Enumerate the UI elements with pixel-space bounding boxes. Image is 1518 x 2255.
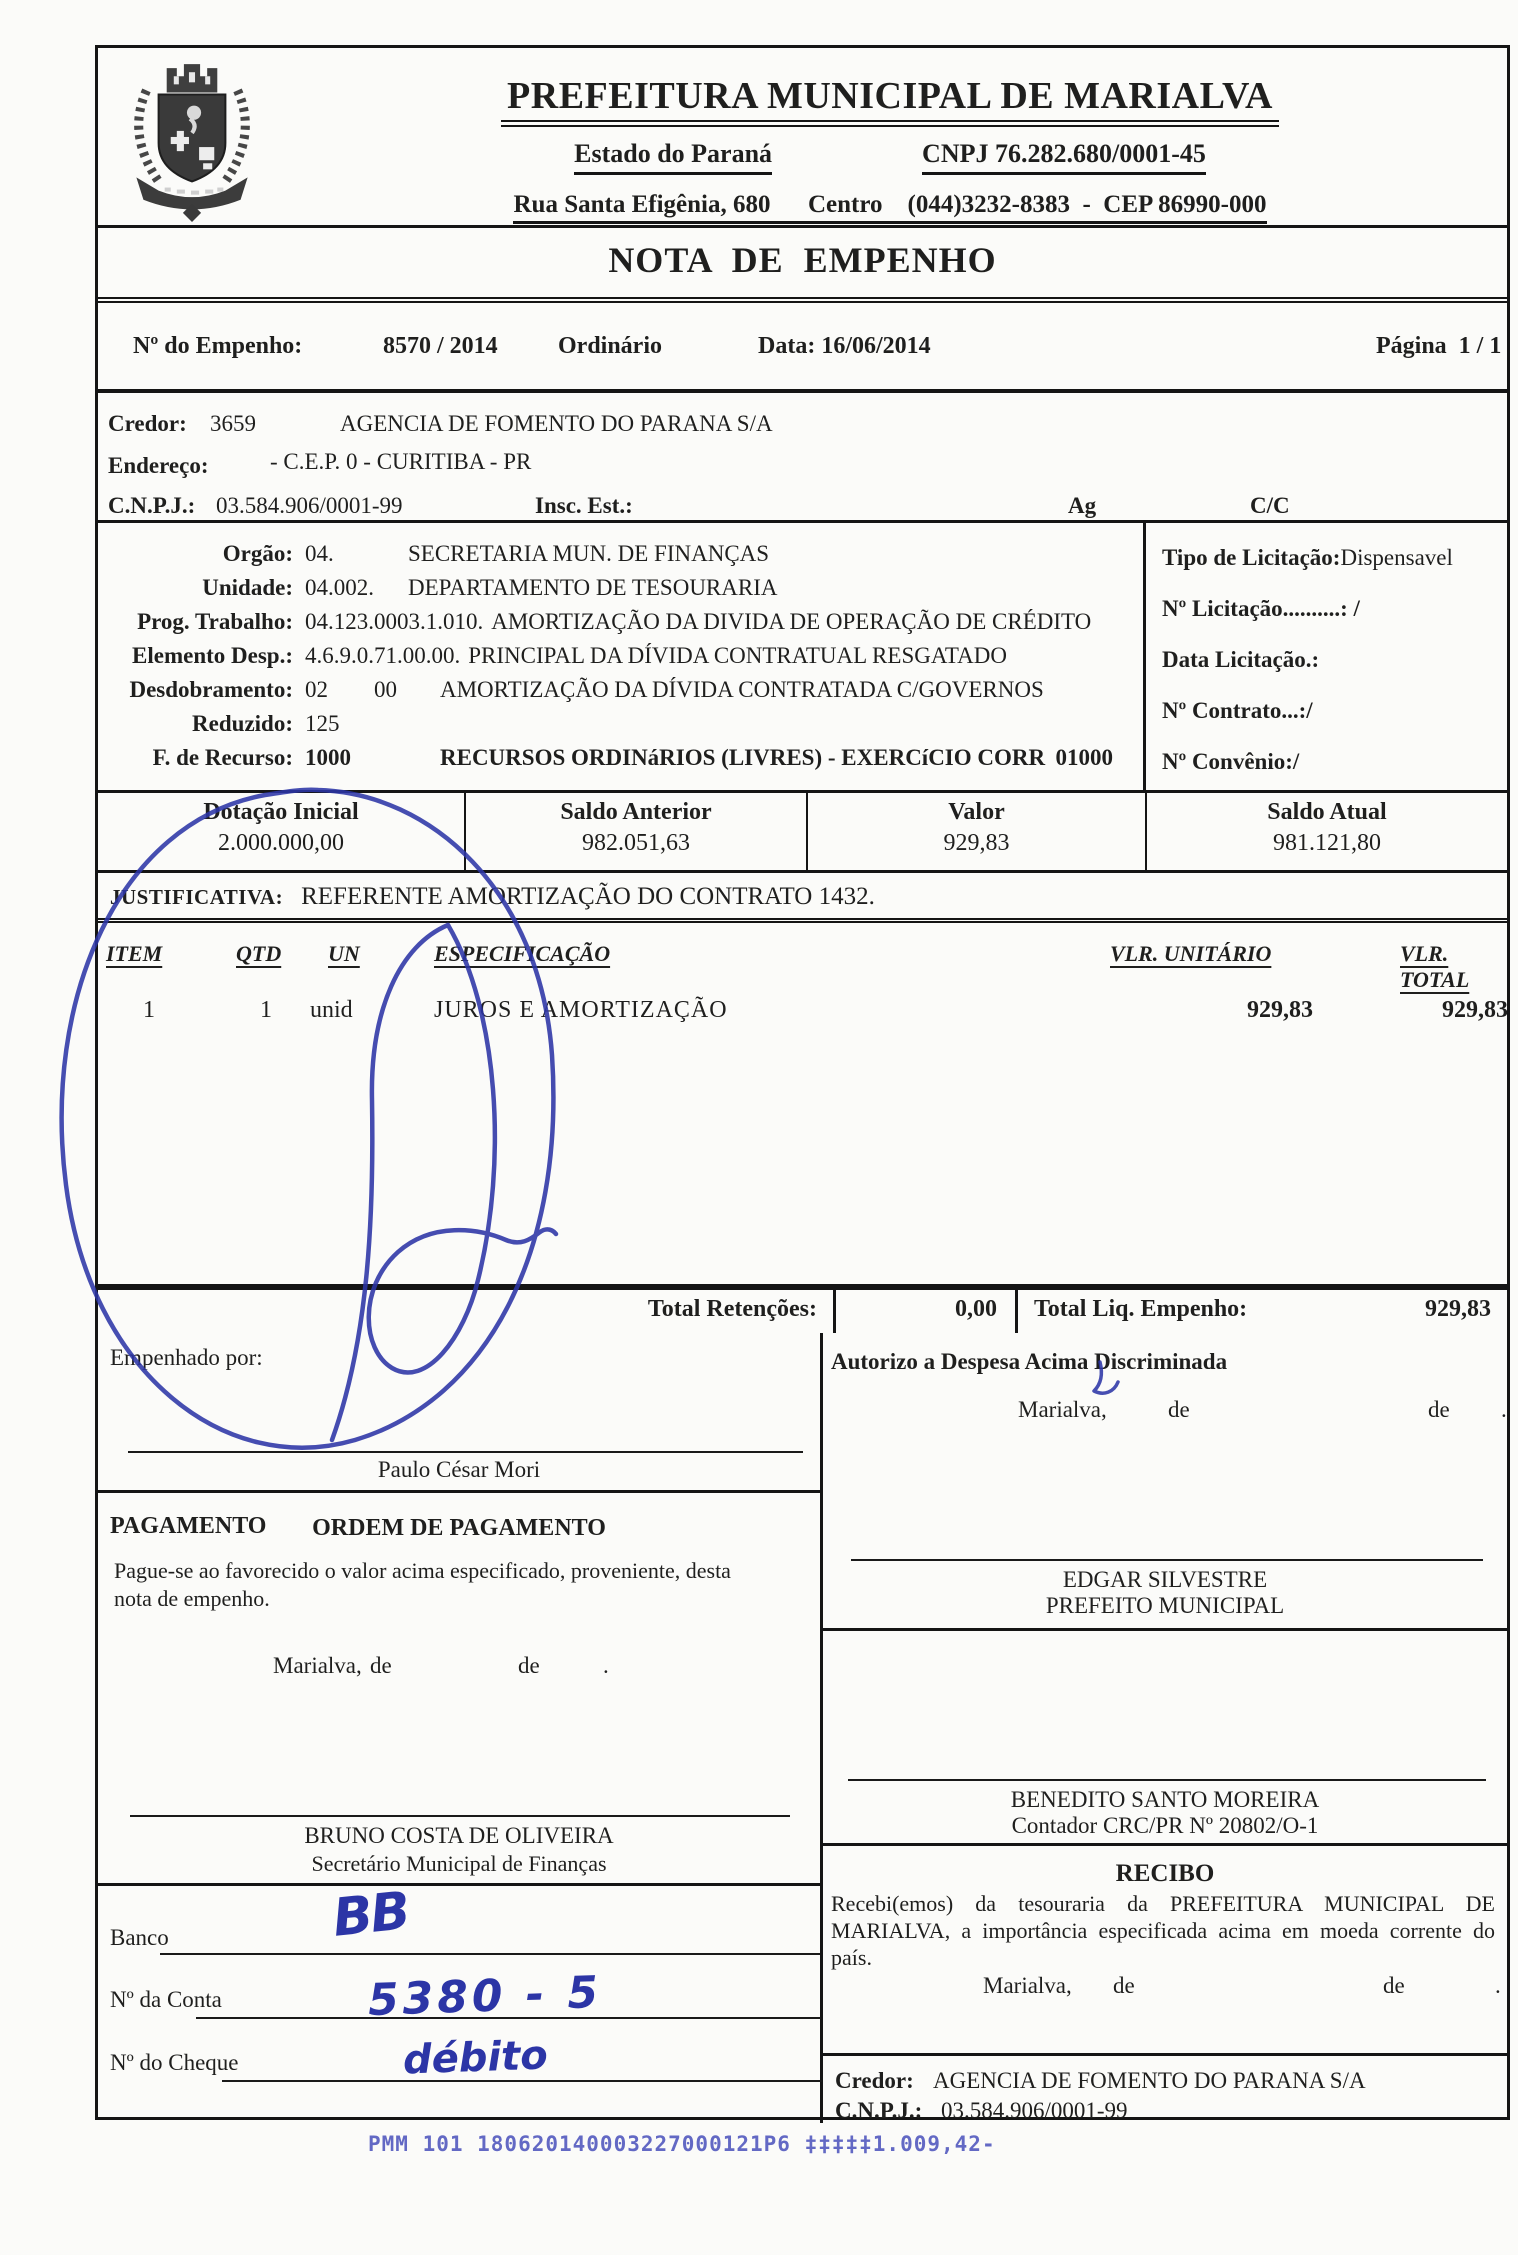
empenho-type: Ordinário xyxy=(558,333,663,359)
municipality-title: PREFEITURA MUNICIPAL DE MARIALVA xyxy=(501,74,1279,127)
de-label: de xyxy=(518,1653,540,1678)
total-liq-label: Total Liq. Empenho: xyxy=(1034,1296,1248,1322)
cnpj-label: C.N.P.J.: xyxy=(108,493,196,518)
recibo-credor-value: AGENCIA DE FOMENTO DO PARANA S/A xyxy=(933,2068,1366,2093)
col-header-item: ITEM xyxy=(106,941,163,966)
city-label: Marialva, xyxy=(1018,1397,1107,1422)
numero-licitacao-row: Nº Licitação..........: / xyxy=(1162,596,1360,621)
recibo-cnpj-value: 03.584.906/0001-99 xyxy=(941,2098,1128,2123)
justificativa-text: REFERENTE AMORTIZAÇÃO DO CONTRATO 1432. xyxy=(301,883,875,910)
banco-label: Banco xyxy=(110,1925,169,1950)
autorizo-signer-role: PREFEITO MUNICIPAL xyxy=(1045,1593,1285,1618)
empenho-number-label: Nº do Empenho: xyxy=(133,333,303,359)
recibo-credor-label: Credor: xyxy=(835,2068,914,2093)
city-label: Marialva, xyxy=(273,1653,362,1678)
de-label: de xyxy=(1428,1397,1450,1422)
conta-corrente-label: C/C xyxy=(1250,493,1290,518)
dot-matrix-print: PMM 101 180620140003227000121P6 ‡‡‡‡‡1.009,42- xyxy=(368,2132,996,2156)
budget-row-fonte-recurso: F. de Recurso: 1000 RECURSOS ORDINáRIOS (LIVRES) - EXERCíCIO CORR 01000 xyxy=(152,745,1113,770)
cnpj-value: 03.584.906/0001-99 xyxy=(216,493,403,518)
items-table xyxy=(98,923,1507,1286)
nota-de-empenho-form xyxy=(95,45,1510,2123)
letterhead xyxy=(98,48,1507,228)
tipo-licitacao-row: Tipo de Licitação:Dispensavel xyxy=(1162,545,1453,570)
budget-row-elemento: Elemento Desp.: 4.6.9.0.71.00.00. PRINCIPAL DA DÍVIDA CONTRATUAL RESGATADO xyxy=(132,643,1007,668)
col-header-un: UN xyxy=(328,941,360,966)
autorizo-signer-name: EDGAR SILVESTRE xyxy=(1062,1567,1268,1592)
empenhado-signer-name: Paulo César Mori xyxy=(377,1457,541,1482)
col-header-vlr-total: VLR. TOTAL xyxy=(1400,941,1470,992)
pagamento-signer-role: Secretário Municipal de Finanças xyxy=(311,1851,607,1876)
conta-handwritten-value: 5380 - 5 xyxy=(367,1966,603,2027)
state-label: Estado do Paraná xyxy=(574,139,772,175)
col-header-vlr-unitario: VLR. UNITÁRIO xyxy=(1110,941,1272,966)
credor-code: 3659 xyxy=(210,411,256,436)
item-row-vlr-unitario: 929,83 xyxy=(1247,997,1313,1023)
col-header-qtd: QTD xyxy=(236,941,282,966)
signature-line xyxy=(130,1815,790,1817)
endereco-label: Endereço: xyxy=(108,453,209,478)
de-label: de xyxy=(1383,1973,1405,1998)
budget-row-reduzido: Reduzido: 125 xyxy=(192,711,340,736)
item-row-number: 1 xyxy=(143,997,155,1023)
cheque-handwritten-value: débito xyxy=(402,2032,549,2084)
saldo-atual-cell: Saldo Atual 981.121,80 xyxy=(1267,799,1387,856)
signature-line xyxy=(851,1559,1483,1561)
totals-row xyxy=(98,1286,1507,1333)
contador-signer-role: Contador CRC/PR Nº 20802/O-1 xyxy=(1011,1813,1319,1838)
item-row-vlr-total: 929,83 xyxy=(1442,997,1508,1023)
pagamento-title: PAGAMENTO xyxy=(110,1513,267,1539)
de-label: de xyxy=(1113,1973,1135,1998)
numero-contrato-row: Nº Contrato...:/ xyxy=(1162,698,1313,723)
header-cnpj: CNPJ 76.282.680/0001-45 xyxy=(922,139,1206,175)
numero-cheque-label: Nº do Cheque xyxy=(110,2050,239,2075)
recibo-box xyxy=(823,1846,1507,2123)
endereco-value: - C.E.P. 0 - CURITIBA - PR xyxy=(270,449,532,474)
total-retencoes-label: Total Retenções: xyxy=(647,1296,817,1322)
justificativa-label: JUSTIFICATIVA: xyxy=(110,885,284,909)
valor-cell: Valor 929,83 xyxy=(808,793,1147,870)
empenhado-box xyxy=(98,1333,820,1493)
saldo-anterior-cell: Saldo Anterior 982.051,63 xyxy=(466,793,808,870)
budget-row-desdobramento: Desdobramento: 02 00 AMORTIZAÇÃO DA DÍVIDA CONTRATADA C/GOVERNOS xyxy=(129,677,1044,702)
budget-row-prog-trabalho: Prog. Trabalho: 04.123.0003.1.010. AMORTIZAÇÃO DA DIVIDA DE OPERAÇÃO DE CRÉDITO xyxy=(137,609,1092,634)
budget-classification-box xyxy=(98,523,1507,793)
period-mark: . xyxy=(1495,1973,1501,1998)
contador-box xyxy=(823,1631,1507,1846)
pagamento-signer-name: BRUNO COSTA DE OLIVEIRA xyxy=(304,1823,614,1848)
total-liq-value: 929,83 xyxy=(1425,1296,1491,1322)
empenhado-por-label: Empenhado por: xyxy=(110,1345,263,1370)
de-label: de xyxy=(370,1653,392,1678)
signature-line xyxy=(848,1779,1486,1781)
document-title: NOTA DE EMPENHO xyxy=(608,240,997,280)
de-label: de xyxy=(1168,1397,1190,1422)
recibo-body-text: Recebi(emos) da tesouraria da PREFEITURA MUNICIPAL DE MARIALVA, a importância especificada acima em moeda corrente do país. xyxy=(831,1891,1495,1970)
section-divider xyxy=(823,2053,1507,2056)
dotacao-inicial-cell: Dotação Inicial 2.000.000,00 xyxy=(98,793,466,870)
data-licitacao-row: Data Licitação.: xyxy=(1162,647,1320,672)
period-mark: . xyxy=(1501,1397,1507,1422)
pagamento-box xyxy=(98,1493,820,2123)
cheque-fill-line xyxy=(222,2080,822,2082)
ordem-pagamento-title: ORDEM DE PAGAMENTO xyxy=(312,1515,606,1541)
agencia-label: Ag xyxy=(1068,493,1097,518)
creditor-box xyxy=(98,393,1507,523)
credor-label: Credor: xyxy=(108,411,187,436)
item-row-especificacao: JUROS E AMORTIZAÇÃO xyxy=(434,997,728,1023)
city-label: Marialva, xyxy=(983,1973,1072,1998)
signature-line xyxy=(128,1451,803,1453)
item-row-un: unid xyxy=(310,997,353,1023)
recibo-title: RECIBO xyxy=(1115,1860,1215,1887)
section-divider xyxy=(98,1883,820,1886)
autorizo-title: Autorizo a Despesa Acima Discriminada xyxy=(831,1349,1228,1374)
col-header-especificacao: ESPECIFICAÇÃO xyxy=(434,941,611,966)
municipal-coat-of-arms-logo xyxy=(116,54,268,226)
contador-signer-name: BENEDITO SANTO MOREIRA xyxy=(1010,1787,1320,1812)
recibo-cnpj-label: C.N.P.J.: xyxy=(835,2098,923,2123)
numero-conta-label: Nº da Conta xyxy=(110,1987,222,2012)
page-indicator: Página 1 / 1 xyxy=(1376,333,1502,359)
empenho-info-row xyxy=(98,303,1507,393)
total-retencoes-value: 0,00 xyxy=(833,1290,1018,1333)
justificativa-row xyxy=(98,873,1507,923)
empenho-number: 8570 / 2014 xyxy=(383,333,498,359)
insc-est-label: Insc. Est.: xyxy=(535,493,633,518)
item-row-qtd: 1 xyxy=(260,997,272,1023)
dotacao-table xyxy=(98,793,1507,873)
budget-row-orgao: Orgão: 04. SECRETARIA MUN. DE FINANÇAS xyxy=(222,541,770,566)
banco-fill-line xyxy=(160,1953,820,1955)
credor-name: AGENCIA DE FOMENTO DO PARANA S/A xyxy=(340,411,773,436)
period-mark: . xyxy=(603,1653,609,1678)
address-line: Rua Santa Efigênia, 680 Centro (044)3232-8383 - CEP 86990-000 xyxy=(513,191,1266,224)
banco-handwritten-value: BB xyxy=(330,1881,412,1949)
budget-row-unidade: Unidade: 04.002. DEPARTAMENTO DE TESOURARIA xyxy=(202,575,778,600)
numero-convenio-row: Nº Convênio:/ xyxy=(1162,749,1300,774)
autorizo-box xyxy=(823,1333,1507,1631)
licitacao-panel xyxy=(1143,523,1507,790)
pagamento-body-text: Pague-se ao favorecido o valor acima especificado, proveniente, desta nota de empenho. xyxy=(114,1558,731,1611)
empenho-date: Data: 16/06/2014 xyxy=(758,333,931,359)
